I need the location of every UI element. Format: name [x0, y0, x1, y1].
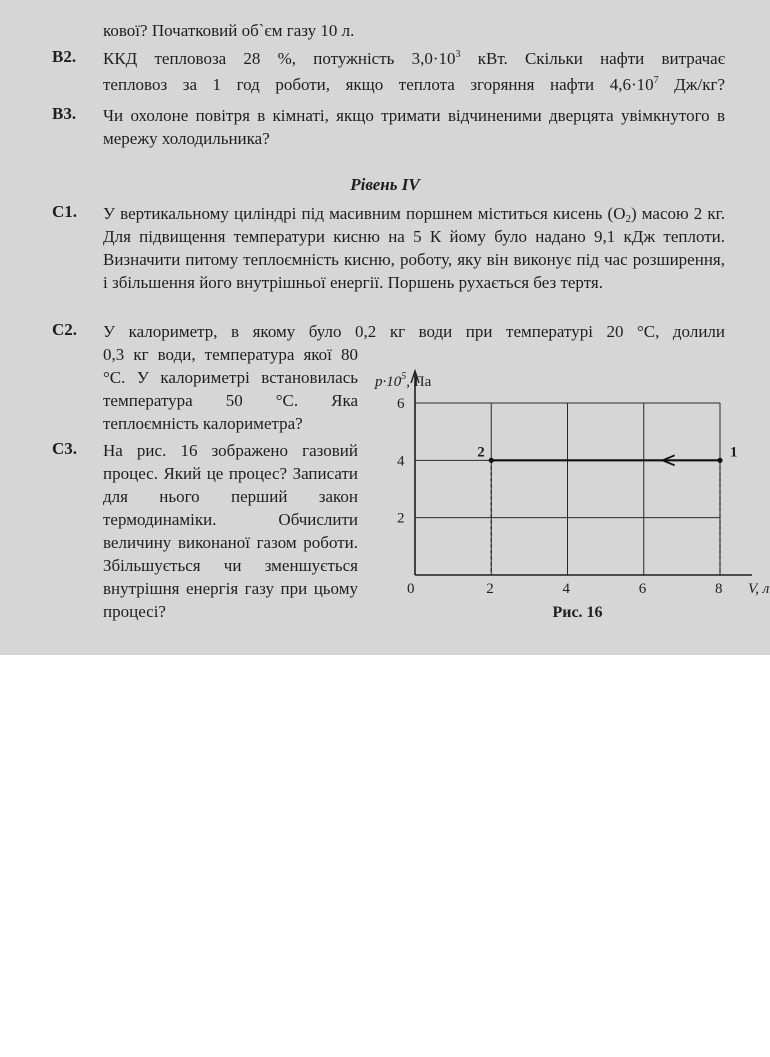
x-tick-label: 6 — [638, 581, 647, 597]
level-title: Рівень IV — [350, 175, 420, 194]
x-axis-label: V, л — [748, 581, 770, 597]
figure-caption: Рис. 16 — [552, 604, 603, 621]
problem-c1-label: C1. — [52, 202, 78, 221]
problem-b3-text: Чи охолоне повітря в кімнаті, якщо тримати відчиненими дверцята увімкнутого в мережу холодильника? — [103, 106, 725, 148]
problem-b3-label: B3. — [52, 104, 77, 123]
y-axis-label: $p\cdot 10^5$, Па — [375, 371, 432, 390]
y-tick-label: 4 — [397, 453, 405, 470]
problem-b2-line2: тепловоз за 1 год роботи, якщо теплота згоряння нафти $4,6\cdot 10^7$ Дж/кг? — [103, 75, 726, 94]
x-tick-label: 2 — [486, 581, 494, 597]
pv-diagram — [365, 355, 770, 625]
point-label-2: 2 — [477, 444, 485, 461]
point-2 — [489, 458, 494, 463]
x-tick-label: 0 — [407, 581, 415, 597]
y-tick-label: 2 — [397, 510, 405, 527]
problem-c2-line1: У калориметр, в якому було 0,2 кг води при температурі 20 °С, долили — [103, 322, 725, 341]
figure-16 — [365, 355, 770, 630]
problem-c2-rest: 0,3 кг води, температура якої 80 °С. У калориметрі встановилась температура 50 °С. Яка теплоємність калориметра? — [103, 345, 358, 433]
x-tick-label: 8 — [715, 581, 723, 597]
y-tick-label: 6 — [397, 396, 405, 412]
problem-c3-text: На рис. 16 зображено газовий процес. Який це процес? Записати для нього перший закон термодинаміки. Обчислити величину виконаної газом роботи. Збільшується чи зменшується внутрішня енергія газу при цьому процесі? — [103, 441, 358, 621]
problem-c3-label: C3. — [52, 439, 78, 458]
x-tick-label: 4 — [562, 581, 570, 597]
problem-b2-label: B2. — [52, 47, 77, 66]
problem-b2-line1: ККД тепловоза 28 %, потужність $3,0\cdot 10^3$ кВт. Скільки нафти витрачає — [103, 49, 725, 68]
problem-c1-text: У вертикальному циліндрі під масивним поршнем міститься кисень $(O_2)$ масою 2 кг. Для підвищення температури кисню на 5 К йому було надано 9,1 кДж теплоти. Визначити питому теплоємність кисню, роботу, яку він виконує під час розширення, і збільшення його внутрішньої енергії. Поршень рухається без тертя. — [103, 204, 725, 292]
problem-c2-label: C2. — [52, 320, 78, 339]
point-1 — [717, 458, 722, 463]
intro-line: кової? Початковий об`єм газу 10 л. — [103, 21, 355, 40]
point-label-1: 1 — [730, 444, 738, 461]
